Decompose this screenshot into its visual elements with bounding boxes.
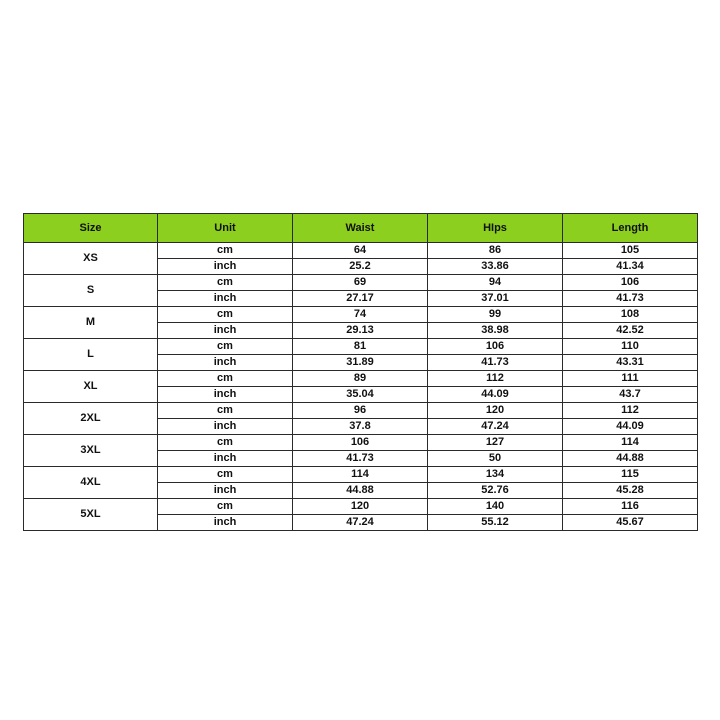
- size-cell: M: [24, 307, 158, 339]
- hips-value-cell: 37.01: [428, 291, 563, 307]
- unit-cell: cm: [158, 243, 293, 259]
- table-row: [24, 435, 698, 451]
- header-hips: HIps: [428, 214, 563, 243]
- waist-value-cell: 89: [293, 371, 428, 387]
- waist-value-cell: 37.8: [293, 419, 428, 435]
- unit-cell: cm: [158, 275, 293, 291]
- length-value-cell: 108: [563, 307, 698, 323]
- length-value-cell: 105: [563, 243, 698, 259]
- hips-value-cell: 106: [428, 339, 563, 355]
- waist-value-cell: 47.24: [293, 515, 428, 531]
- hips-value-cell: 99: [428, 307, 563, 323]
- waist-value-cell: 29.13: [293, 323, 428, 339]
- unit-cell: cm: [158, 467, 293, 483]
- length-value-cell: 42.52: [563, 323, 698, 339]
- length-value-cell: 115: [563, 467, 698, 483]
- hips-value-cell: 112: [428, 371, 563, 387]
- header-row: [24, 214, 698, 243]
- length-value-cell: 45.28: [563, 483, 698, 499]
- table-row: [24, 339, 698, 355]
- size-cell: 4XL: [24, 467, 158, 499]
- size-cell: S: [24, 275, 158, 307]
- hips-value-cell: 94: [428, 275, 563, 291]
- table-row: [24, 371, 698, 387]
- hips-value-cell: 120: [428, 403, 563, 419]
- waist-value-cell: 64: [293, 243, 428, 259]
- table-row: [24, 307, 698, 323]
- size-cell: 2XL: [24, 403, 158, 435]
- hips-value-cell: 52.76: [428, 483, 563, 499]
- size-cell: 5XL: [24, 499, 158, 531]
- table-row: [24, 499, 698, 515]
- unit-cell: cm: [158, 307, 293, 323]
- waist-value-cell: 35.04: [293, 387, 428, 403]
- header-length: Length: [563, 214, 698, 243]
- length-value-cell: 114: [563, 435, 698, 451]
- header-waist: Waist: [293, 214, 428, 243]
- size-chart-table: [23, 213, 698, 531]
- unit-cell: inch: [158, 483, 293, 499]
- size-cell: 3XL: [24, 435, 158, 467]
- table-row: [24, 403, 698, 419]
- length-value-cell: 111: [563, 371, 698, 387]
- waist-value-cell: 31.89: [293, 355, 428, 371]
- unit-cell: cm: [158, 403, 293, 419]
- length-value-cell: 44.09: [563, 419, 698, 435]
- hips-value-cell: 38.98: [428, 323, 563, 339]
- length-value-cell: 106: [563, 275, 698, 291]
- hips-value-cell: 127: [428, 435, 563, 451]
- hips-value-cell: 47.24: [428, 419, 563, 435]
- length-value-cell: 41.73: [563, 291, 698, 307]
- unit-cell: inch: [158, 387, 293, 403]
- hips-value-cell: 55.12: [428, 515, 563, 531]
- length-value-cell: 112: [563, 403, 698, 419]
- length-value-cell: 44.88: [563, 451, 698, 467]
- waist-value-cell: 41.73: [293, 451, 428, 467]
- waist-value-cell: 27.17: [293, 291, 428, 307]
- hips-value-cell: 44.09: [428, 387, 563, 403]
- length-value-cell: 116: [563, 499, 698, 515]
- hips-value-cell: 86: [428, 243, 563, 259]
- waist-value-cell: 69: [293, 275, 428, 291]
- unit-cell: inch: [158, 355, 293, 371]
- table-row: [24, 275, 698, 291]
- hips-value-cell: 134: [428, 467, 563, 483]
- unit-cell: inch: [158, 419, 293, 435]
- length-value-cell: 41.34: [563, 259, 698, 275]
- size-cell: XS: [24, 243, 158, 275]
- size-cell: XL: [24, 371, 158, 403]
- size-cell: L: [24, 339, 158, 371]
- hips-value-cell: 41.73: [428, 355, 563, 371]
- unit-cell: inch: [158, 515, 293, 531]
- waist-value-cell: 44.88: [293, 483, 428, 499]
- header-size: Size: [24, 214, 158, 243]
- waist-value-cell: 120: [293, 499, 428, 515]
- waist-value-cell: 114: [293, 467, 428, 483]
- waist-value-cell: 81: [293, 339, 428, 355]
- waist-value-cell: 96: [293, 403, 428, 419]
- hips-value-cell: 33.86: [428, 259, 563, 275]
- length-value-cell: 45.67: [563, 515, 698, 531]
- unit-cell: inch: [158, 323, 293, 339]
- unit-cell: inch: [158, 259, 293, 275]
- waist-value-cell: 74: [293, 307, 428, 323]
- length-value-cell: 110: [563, 339, 698, 355]
- waist-value-cell: 25.2: [293, 259, 428, 275]
- length-value-cell: 43.7: [563, 387, 698, 403]
- unit-cell: inch: [158, 291, 293, 307]
- hips-value-cell: 50: [428, 451, 563, 467]
- unit-cell: cm: [158, 435, 293, 451]
- hips-value-cell: 140: [428, 499, 563, 515]
- table-row: [24, 243, 698, 259]
- table-row: [24, 467, 698, 483]
- unit-cell: inch: [158, 451, 293, 467]
- table-body: [24, 243, 698, 531]
- length-value-cell: 43.31: [563, 355, 698, 371]
- unit-cell: cm: [158, 371, 293, 387]
- waist-value-cell: 106: [293, 435, 428, 451]
- unit-cell: cm: [158, 499, 293, 515]
- unit-cell: cm: [158, 339, 293, 355]
- header-unit: Unit: [158, 214, 293, 243]
